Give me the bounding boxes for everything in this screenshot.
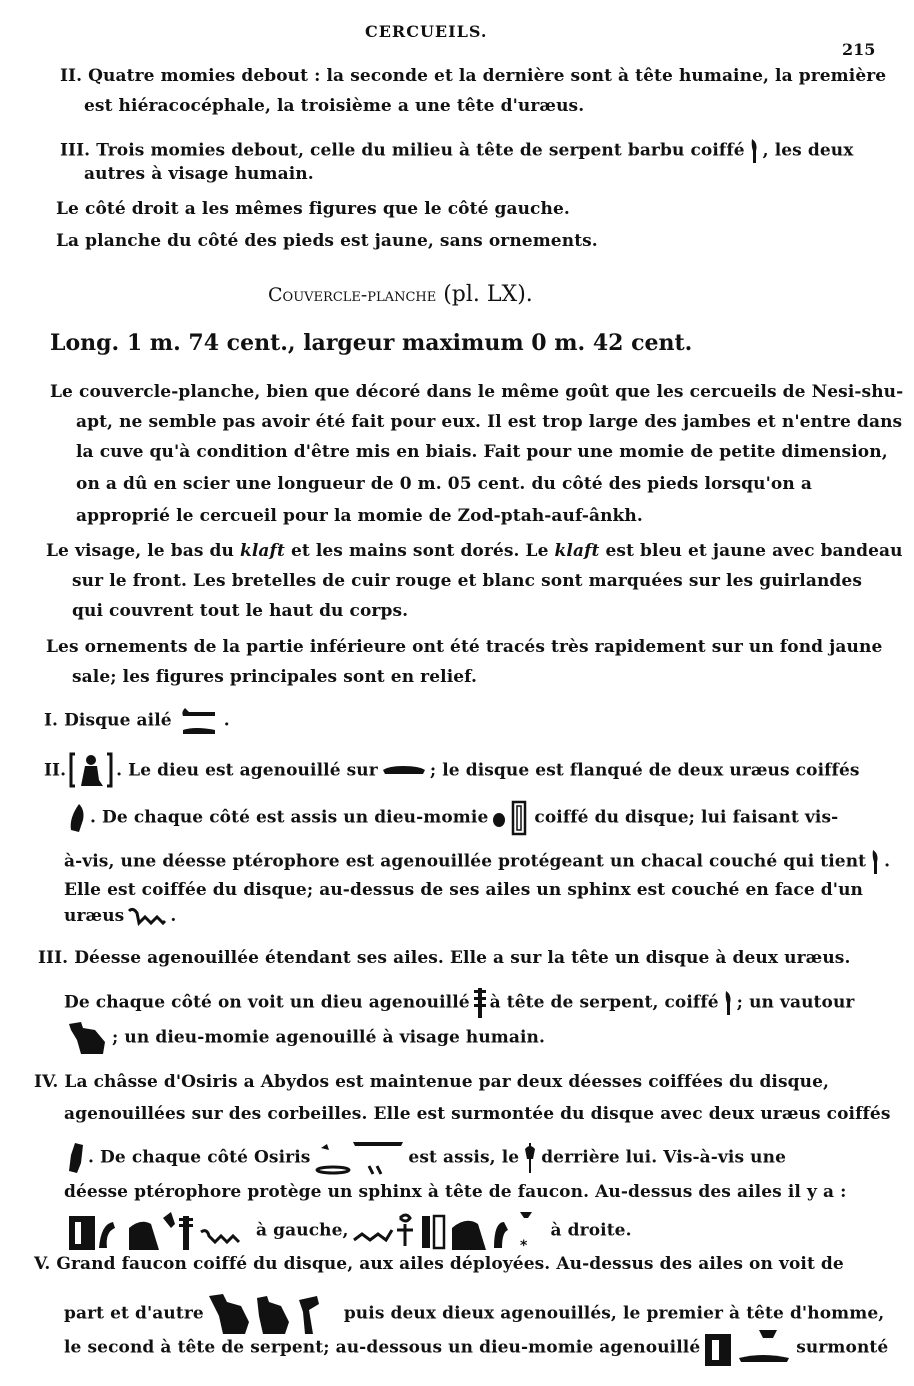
text-run: à-vis, une déesse ptérophore est agenouillée protégeant un chacal couché qui tient	[64, 851, 867, 872]
text-run: De chaque côté on voit un dieu agenouillé	[64, 992, 470, 1013]
text-line: II. Quatre momies debout : la seconde et la dernière sont à tête humaine, la première	[60, 66, 887, 86]
text-run: .	[170, 906, 177, 926]
text-line: Elle est coiffée du disque; au-dessus de ses ailes un sphinx est couché en face d'un	[64, 880, 863, 900]
text-run: est assis, le	[408, 1147, 520, 1168]
text-run: derrière lui. Vis-à-vis une	[541, 1147, 786, 1168]
text-run: . Le dieu est agenouillé sur	[116, 760, 378, 781]
text-line: III. Déesse agenouillée étendant ses ailes. Elle a sur la tête un disque à deux uræus.	[38, 948, 851, 968]
text-run: . De chaque côté est assis un dieu-momie	[90, 807, 489, 828]
winged-disk-glyph	[175, 704, 221, 738]
text-run: , les deux	[762, 140, 854, 161]
text-run: uræus	[64, 906, 125, 926]
text-run: ; le disque est flanqué de deux uræus coiffés	[429, 760, 860, 781]
text-run: à tête de serpent, coiffé	[489, 992, 719, 1013]
text-line: Le couvercle-planche, bien que décoré dans le même goût que les cercueils de Nesi-shu-	[50, 382, 904, 402]
text-run: le second à tête de serpent; au-dessous un dieu-momie agenouillé	[64, 1337, 701, 1358]
text-line: Le côté droit a les mêmes figures que le côté gauche.	[56, 199, 570, 219]
text-line: V. Grand faucon coiffé du disque, aux ailes déployées. Au-dessus des ailes on voit de	[34, 1254, 844, 1274]
svg-text:*: *	[519, 1238, 527, 1252]
crown-glyph	[869, 848, 881, 876]
text-line: apt, ne semble pas avoir été fait pour eux. Il est trop large des jambes et n'entre dans	[76, 412, 903, 432]
text-run: Le visage, le bas du	[46, 541, 240, 561]
text-line	[44, 752, 860, 790]
osiris-glyphs	[313, 1140, 405, 1176]
text-run: surmonté	[796, 1337, 889, 1358]
text-line: on a dû en scier une longueur de 0 m. 05 cent. du côté des pieds lorsqu'on a	[76, 474, 812, 494]
text-line	[60, 137, 853, 165]
text-line	[64, 986, 854, 1020]
serpent-god-glyph	[473, 986, 487, 1020]
text-line: agenouillées sur des corbeilles. Elle est surmontée du disque avec deux uræus coiffés	[64, 1104, 891, 1124]
text-run: II.	[44, 760, 67, 781]
text-run-italic: klaft	[554, 541, 600, 561]
running-head: CERCUEILS.	[365, 22, 488, 41]
text-line: déesse ptérophore protège un sphinx à tête de faucon. Au-dessus des ailes il y a :	[64, 1182, 847, 1202]
text-line	[64, 848, 890, 876]
hieroglyph-group-left	[67, 1210, 253, 1252]
text-run: ; un dieu-momie agenouillé à visage humain.	[112, 1027, 546, 1048]
heading-small-caps: Couvercle-planche	[268, 284, 437, 306]
crown-glyph	[722, 989, 734, 1017]
text-line	[64, 800, 838, 836]
vulture-glyph	[67, 1018, 109, 1058]
text-run: . De chaque côté Osiris	[88, 1147, 311, 1168]
text-line	[64, 1328, 888, 1368]
text-run-italic: klaft	[240, 541, 285, 561]
crown-glyph	[748, 137, 760, 165]
text-line	[64, 1140, 786, 1176]
basket-glyph	[381, 764, 427, 778]
text-run: part et d'autre	[64, 1303, 204, 1324]
uraeus-glyph	[67, 802, 87, 834]
text-run: .	[223, 710, 230, 731]
text-run: est bleu et jaune avec bandeau	[599, 541, 903, 561]
text-line: est hiéracocéphale, la troisième a une tête d'uræus.	[84, 96, 585, 116]
text-line: autres à visage humain.	[84, 164, 314, 184]
text-line	[44, 704, 230, 738]
page-number: 215	[842, 40, 876, 59]
text-run: et les mains sont dorés. Le	[284, 541, 555, 561]
text-line	[64, 1210, 632, 1252]
uraeus-glyph	[127, 907, 167, 927]
text-line	[46, 541, 903, 561]
text-run: I. Disque ailé	[44, 710, 172, 731]
text-run: coiffé du disque; lui faisant vis-	[534, 807, 839, 828]
text-line: Les ornements de la partie inférieure ont été tracés très rapidement sur un fond jaune	[46, 637, 883, 657]
text-run: .	[884, 851, 891, 872]
text-run: puis deux dieux agenouillés, le premier à tête d'homme,	[343, 1303, 885, 1324]
heading-ref: (pl. LX).	[436, 282, 533, 307]
crown-glyph	[522, 1141, 538, 1175]
text-run: ; un vautour	[736, 992, 855, 1013]
text-line: La planche du côté des pieds est jaune, sans ornements.	[56, 231, 598, 251]
text-line: qui couvrent tout le haut du corps.	[72, 601, 409, 621]
uraeus-glyph	[67, 1141, 85, 1175]
text-line: la cuve qu'à condition d'être mis en biais. Fait pour une momie de petite dimension,	[76, 442, 888, 462]
text-line: sur le front. Les bretelles de cuir rouge et blanc sont marquées sur les guirlandes	[72, 571, 862, 591]
text-line	[64, 906, 176, 927]
text-line: sale; les figures principales sont en relief.	[72, 667, 477, 687]
text-run: à droite.	[550, 1220, 632, 1241]
mummy-disk-glyph	[703, 1328, 793, 1368]
mummy-glyph	[491, 800, 531, 836]
text-line: IV. La châsse d'Osiris a Abydos est maintenue par deux déesses coiffées du disque,	[34, 1072, 830, 1092]
kneeling-god-glyph	[69, 752, 113, 790]
text-run: à gauche,	[256, 1220, 349, 1241]
text-line: approprié le cercueil pour la momie de Zod-ptah-auf-ânkh.	[76, 506, 643, 526]
hieroglyph-group-right	[352, 1210, 548, 1252]
section-heading	[268, 282, 533, 307]
dimensions-line: Long. 1 m. 74 cent., largeur maximum 0 m. 42 cent.	[50, 330, 693, 356]
text-line	[64, 1018, 545, 1058]
text-run: III. Trois momies debout, celle du milieu à tête de serpent barbu coiffé	[60, 140, 745, 161]
